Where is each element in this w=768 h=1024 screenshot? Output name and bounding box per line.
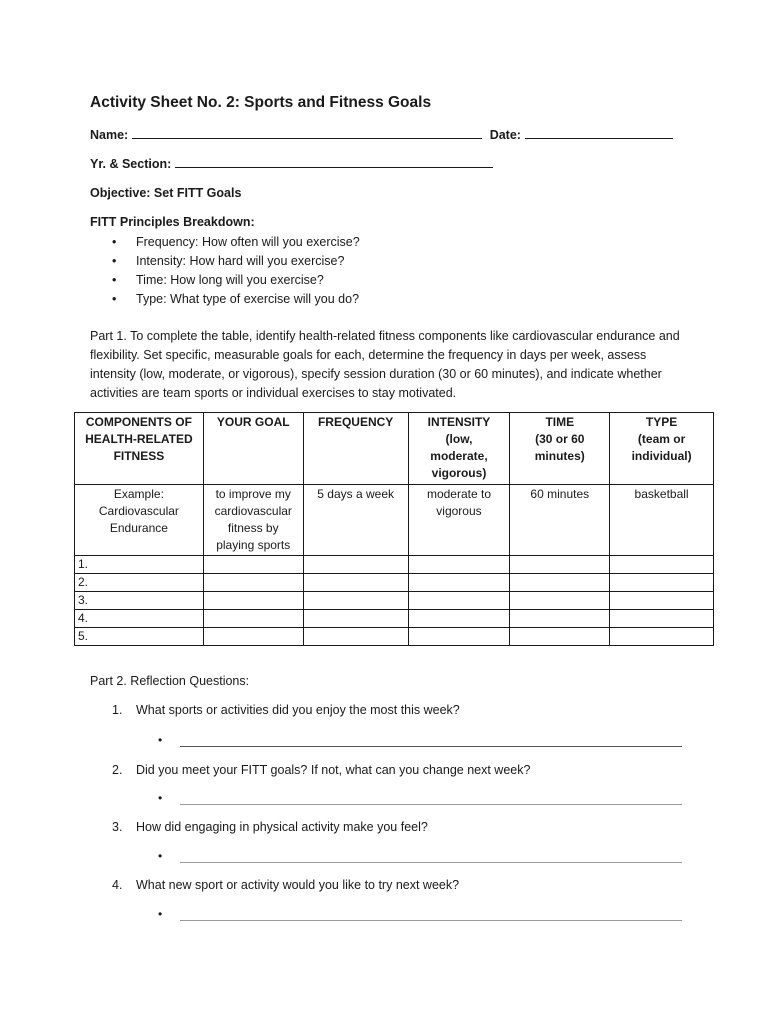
type-cell[interactable]	[610, 574, 714, 592]
example-intensity: moderate to vigorous	[408, 485, 510, 556]
header-type: TYPE (team or individual)	[610, 413, 714, 485]
reflection-question: 1. What sports or activities did you enjoy the most this week?	[112, 703, 460, 717]
header-intensity: INTENSITY (low, moderate, vigorous)	[408, 413, 510, 485]
type-cell[interactable]	[610, 592, 714, 610]
bullet-icon: •	[158, 849, 163, 863]
time-cell[interactable]	[510, 574, 610, 592]
intensity-cell[interactable]	[408, 610, 510, 628]
answer-line[interactable]	[158, 909, 682, 921]
part1-instructions: Part 1. To complete the table, identify health-related fitness components like cardiovascular endurance and flexibility. Set specific, measurable goals for each, determine the frequency in days per week, assess intensity (low, moderate, or vigorous), specify session duration (30 or 60 minutes), and indicate whether activities are team sports or individual exercises to stay motivated.	[90, 329, 680, 400]
example-component: Example: Cardiovascular Endurance	[75, 485, 204, 556]
frequency-cell[interactable]	[303, 610, 408, 628]
row-number: 2.	[75, 574, 204, 592]
page-title: Activity Sheet No. 2: Sports and Fitness Goals	[90, 94, 432, 111]
header-time: TIME (30 or 60 minutes)	[510, 413, 610, 485]
name-blank[interactable]	[132, 128, 482, 139]
fitt-item: • Frequency: How often will you exercise?	[112, 233, 360, 252]
time-cell[interactable]	[510, 628, 610, 646]
goal-cell[interactable]	[203, 628, 303, 646]
fitt-list	[112, 233, 360, 309]
objective: Objective: Set FITT Goals	[90, 186, 242, 200]
fitt-heading: FITT Principles Breakdown:	[90, 215, 255, 229]
row-number: 5.	[75, 628, 204, 646]
part2-heading: Part 2. Reflection Questions:	[90, 674, 250, 688]
reflection-question: 2. Did you meet your FITT goals? If not, what can you change next week?	[112, 763, 531, 777]
frequency-cell[interactable]	[303, 574, 408, 592]
header-components: COMPONENTS OF HEALTH-RELATED FITNESS	[75, 413, 204, 485]
frequency-cell[interactable]	[303, 628, 408, 646]
reflection-question: 3. How did engaging in physical activity make you feel?	[112, 820, 428, 834]
type-cell[interactable]	[610, 610, 714, 628]
intensity-cell[interactable]	[408, 556, 510, 574]
name-date-row	[90, 128, 673, 142]
header-goal: YOUR GOAL	[203, 413, 303, 485]
table-row	[75, 592, 714, 610]
section-label: Yr. & Section:	[90, 157, 172, 171]
fitt-item: • Type: What type of exercise will you do?	[112, 290, 360, 309]
section-row	[90, 157, 493, 171]
intensity-cell[interactable]	[408, 574, 510, 592]
date-label: Date:	[489, 128, 521, 142]
frequency-cell[interactable]	[303, 556, 408, 574]
type-cell[interactable]	[610, 628, 714, 646]
table-row	[75, 610, 714, 628]
fitt-item: • Intensity: How hard will you exercise?	[112, 252, 360, 271]
example-type: basketball	[610, 485, 714, 556]
table-row	[75, 574, 714, 592]
intensity-cell[interactable]	[408, 628, 510, 646]
bullet-icon: •	[158, 733, 163, 747]
type-cell[interactable]	[610, 556, 714, 574]
goal-cell[interactable]	[203, 556, 303, 574]
goal-cell[interactable]	[203, 610, 303, 628]
answer-line[interactable]	[158, 793, 682, 805]
goal-cell[interactable]	[203, 574, 303, 592]
bullet-icon: •	[158, 791, 163, 805]
time-cell[interactable]	[510, 610, 610, 628]
answer-line[interactable]	[158, 851, 682, 863]
fitt-item: • Time: How long will you exercise?	[112, 271, 360, 290]
example-time: 60 minutes	[510, 485, 610, 556]
header-frequency: FREQUENCY	[303, 413, 408, 485]
table-row	[75, 628, 714, 646]
example-goal: to improve my cardiovascular fitness by playing sports	[203, 485, 303, 556]
row-number: 1.	[75, 556, 204, 574]
frequency-cell[interactable]	[303, 592, 408, 610]
answer-line[interactable]	[158, 735, 682, 747]
goal-cell[interactable]	[203, 592, 303, 610]
time-cell[interactable]	[510, 592, 610, 610]
table-row	[75, 556, 714, 574]
section-blank[interactable]	[175, 157, 493, 168]
bullet-icon: •	[158, 907, 163, 921]
table-header-row	[75, 413, 714, 485]
fitt-goals-table	[74, 412, 714, 646]
intensity-cell[interactable]	[408, 592, 510, 610]
row-number: 4.	[75, 610, 204, 628]
example-frequency: 5 days a week	[303, 485, 408, 556]
reflection-question: 4. What new sport or activity would you like to try next week?	[112, 878, 460, 892]
row-number: 3.	[75, 592, 204, 610]
name-label: Name:	[90, 128, 129, 142]
time-cell[interactable]	[510, 556, 610, 574]
date-blank[interactable]	[525, 128, 673, 139]
table-example-row	[75, 485, 714, 556]
